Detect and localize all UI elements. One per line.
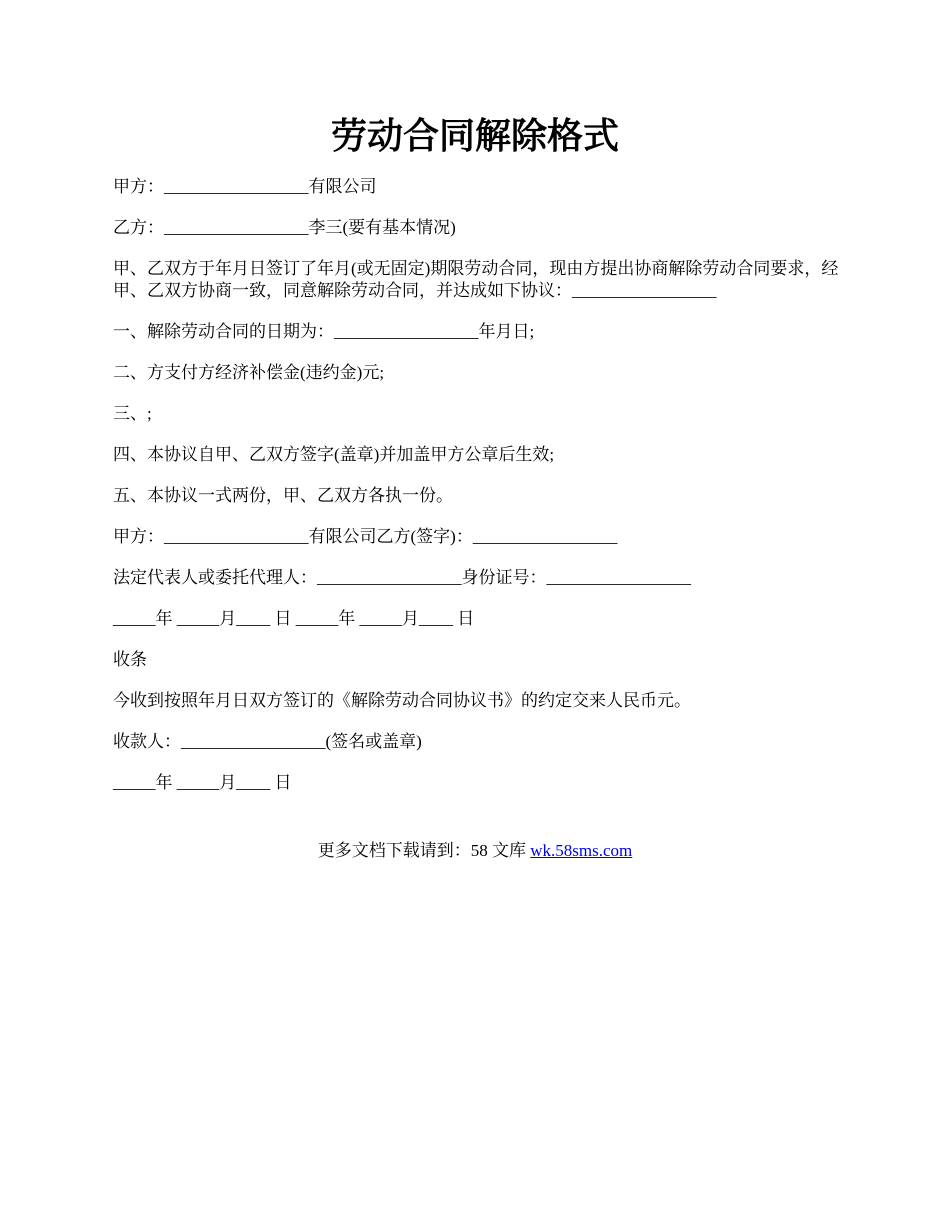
clause-2: 二、方支付方经济补偿金(违约金)元; xyxy=(113,363,385,382)
clause-3: 三、; xyxy=(113,404,152,423)
document-body xyxy=(113,176,843,813)
party-a-line: 甲方：_________________有限公司 xyxy=(113,177,377,196)
signature-line: 甲方：_________________有限公司乙方(签字)：_________________ xyxy=(113,527,618,546)
footer-text: 更多文档下载请到：58 文库 xyxy=(317,841,531,860)
document-title: 劳动合同解除格式 xyxy=(330,116,619,156)
party-b-line: 乙方：_________________李三(要有基本情况) xyxy=(113,218,456,237)
clause-1: 一、解除劳动合同的日期为：_________________年月日; xyxy=(113,322,535,341)
receipt-date-line: _____年 _____月____ 日 xyxy=(113,773,292,792)
receipt-title: 收条 xyxy=(113,650,147,669)
intro-paragraph: 甲、乙双方于年月日签订了年月(或无固定)期限劳动合同，现由方提出协商解除劳动合同要求，经甲、乙双方协商一致，同意解除劳动合同，并达成如下协议：_________________ xyxy=(113,259,839,300)
date-line: _____年 _____月____ 日 _____年 _____月____ 日 xyxy=(113,609,475,628)
representative-line: 法定代表人或委托代理人：_________________身份证号：_________________ xyxy=(113,568,691,587)
clause-5: 五、本协议一式两份，甲、乙双方各执一份。 xyxy=(113,486,453,505)
clause-4: 四、本协议自甲、乙双方签字(盖章)并加盖甲方公章后生效; xyxy=(113,445,555,464)
payee-line: 收款人：_________________(签名或盖章) xyxy=(113,732,422,751)
receipt-text: 今收到按照年月日双方签订的《解除劳动合同协议书》的约定交来人民币元。 xyxy=(113,691,691,710)
footer-link[interactable]: wk.58sms.com xyxy=(530,841,633,860)
download-footer xyxy=(0,840,950,862)
